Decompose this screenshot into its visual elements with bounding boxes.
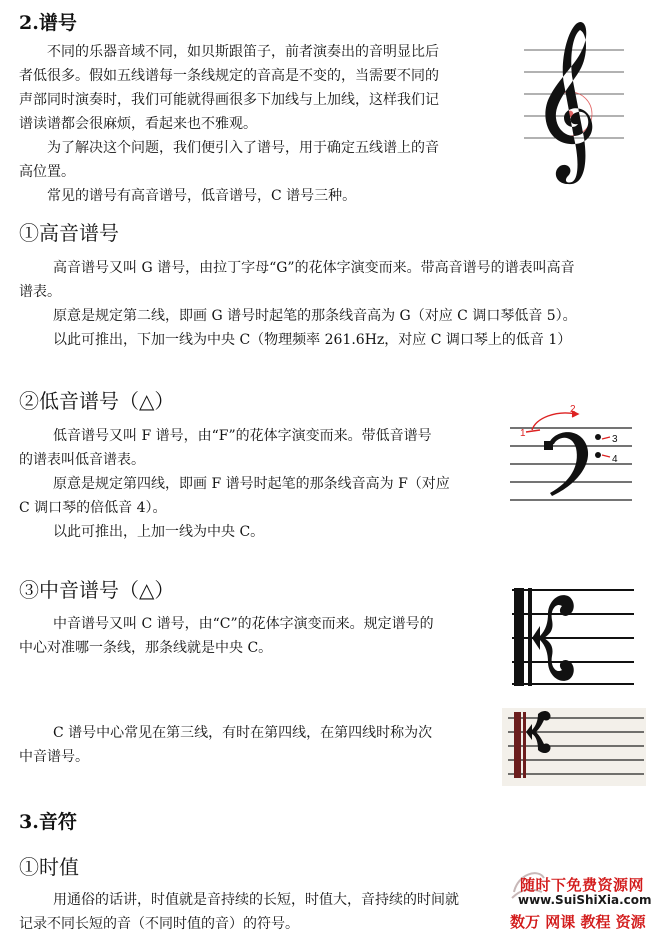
section-subheading-duration: ①时值 [19,855,79,879]
watermark-url: www.SuiShiXia.com [518,893,652,907]
treble-clef-figure [518,14,626,192]
paragraph-line: C 谱号中心常见在第三线，有时在第四线，在第四线时称为次 [53,725,433,741]
treble-clef-icon [545,22,592,184]
alto-clef-figure [510,586,636,688]
paragraph-line: 中心对准哪一条线，那条线就是中央 C。 [19,640,273,656]
clef-intro [19,40,514,208]
paragraph-line: 声部同时演奏时，我们可能就得画很多下加线与上加线，这样我们记 [19,92,439,108]
bass-clef-figure [506,404,634,516]
paragraph-line: 以此可推出，上加一线为中央 C。 [53,524,265,540]
paragraph-line: 低音谱号又叫 F 谱号，由“F”的花体字演变而来。带低音谱号 [53,428,432,444]
tenor-clef-figure [502,708,646,786]
paragraph-line: 高位置。 [19,164,75,180]
stroke-label: 1 [520,428,526,439]
duration-text [19,888,509,936]
paragraph-line: 谱表。 [19,284,61,300]
paragraph-line: 者低很多。假如五线谱每一条线规定的音高是不变的，当需要不同的 [19,68,439,84]
section-heading-treble: ①高音谱号 [19,221,119,245]
section-heading-bass: ②低音谱号（△） [19,389,175,413]
paragraph-line: 原意是规定第二线，即画 G 谱号时起笔的那条线音高为 G（对应 C 调口琴低音 5）。 [53,308,577,324]
paragraph-line: 的谱表叫低音谱表。 [19,452,145,468]
paragraph-line: 中音谱号又叫 C 谱号，由“C”的花体字演变而来。规定谱号的 [53,616,434,632]
paragraph-line: 为了解决这个问题，我们便引入了谱号，用于确定五线谱上的音 [47,140,439,156]
watermark-title: 随时下免费资源网 [520,876,645,894]
bass-text [19,424,499,544]
tenor-text [19,721,499,769]
section-heading-alto: ③中音谱号（△） [19,578,175,602]
paragraph-line: 中音谱号。 [19,749,89,765]
stroke-label: 3 [612,434,618,445]
stroke-label: 2 [570,404,576,415]
treble-text [19,256,659,352]
section-heading-notes: 3.音符 [19,811,77,833]
section-heading-clef: 2.谱号 [19,12,77,34]
paragraph-line: C 调口琴的倍低音 4）。 [19,500,167,516]
alto-text [19,612,499,660]
watermark [508,862,670,932]
paragraph-line: 记录不同长短的音（不同时值的音）的符号。 [19,916,299,932]
paragraph-line: 用通俗的话讲，时值就是音持续的长短，时值大，音持续的时间就 [53,892,459,908]
paragraph-line: 谱读谱都会很麻烦，看起来也不雅观。 [19,116,257,132]
paragraph-line: 常见的谱号有高音谱号，低音谱号，C 谱号三种。 [47,188,357,204]
paragraph-line: 高音谱号又叫 G 谱号，由拉丁字母“G”的花体字演变而来。带高音谱号的谱表叫高音 [53,260,575,276]
stroke-label: 4 [612,454,618,465]
watermark-tagline: 数万 网课 教程 资源 [510,913,646,931]
paragraph-line: 以此可推出，下加一线为中央 C（物理频率 261.6Hz，对应 C 调口琴上的低音 1） [53,332,572,348]
paragraph-line: 原意是规定第四线，即画 F 谱号时起笔的那条线音高为 F（对应 [53,476,450,492]
paragraph-line: 不同的乐器音域不同，如贝斯跟笛子，前者演奏出的音明显比后 [47,44,439,60]
